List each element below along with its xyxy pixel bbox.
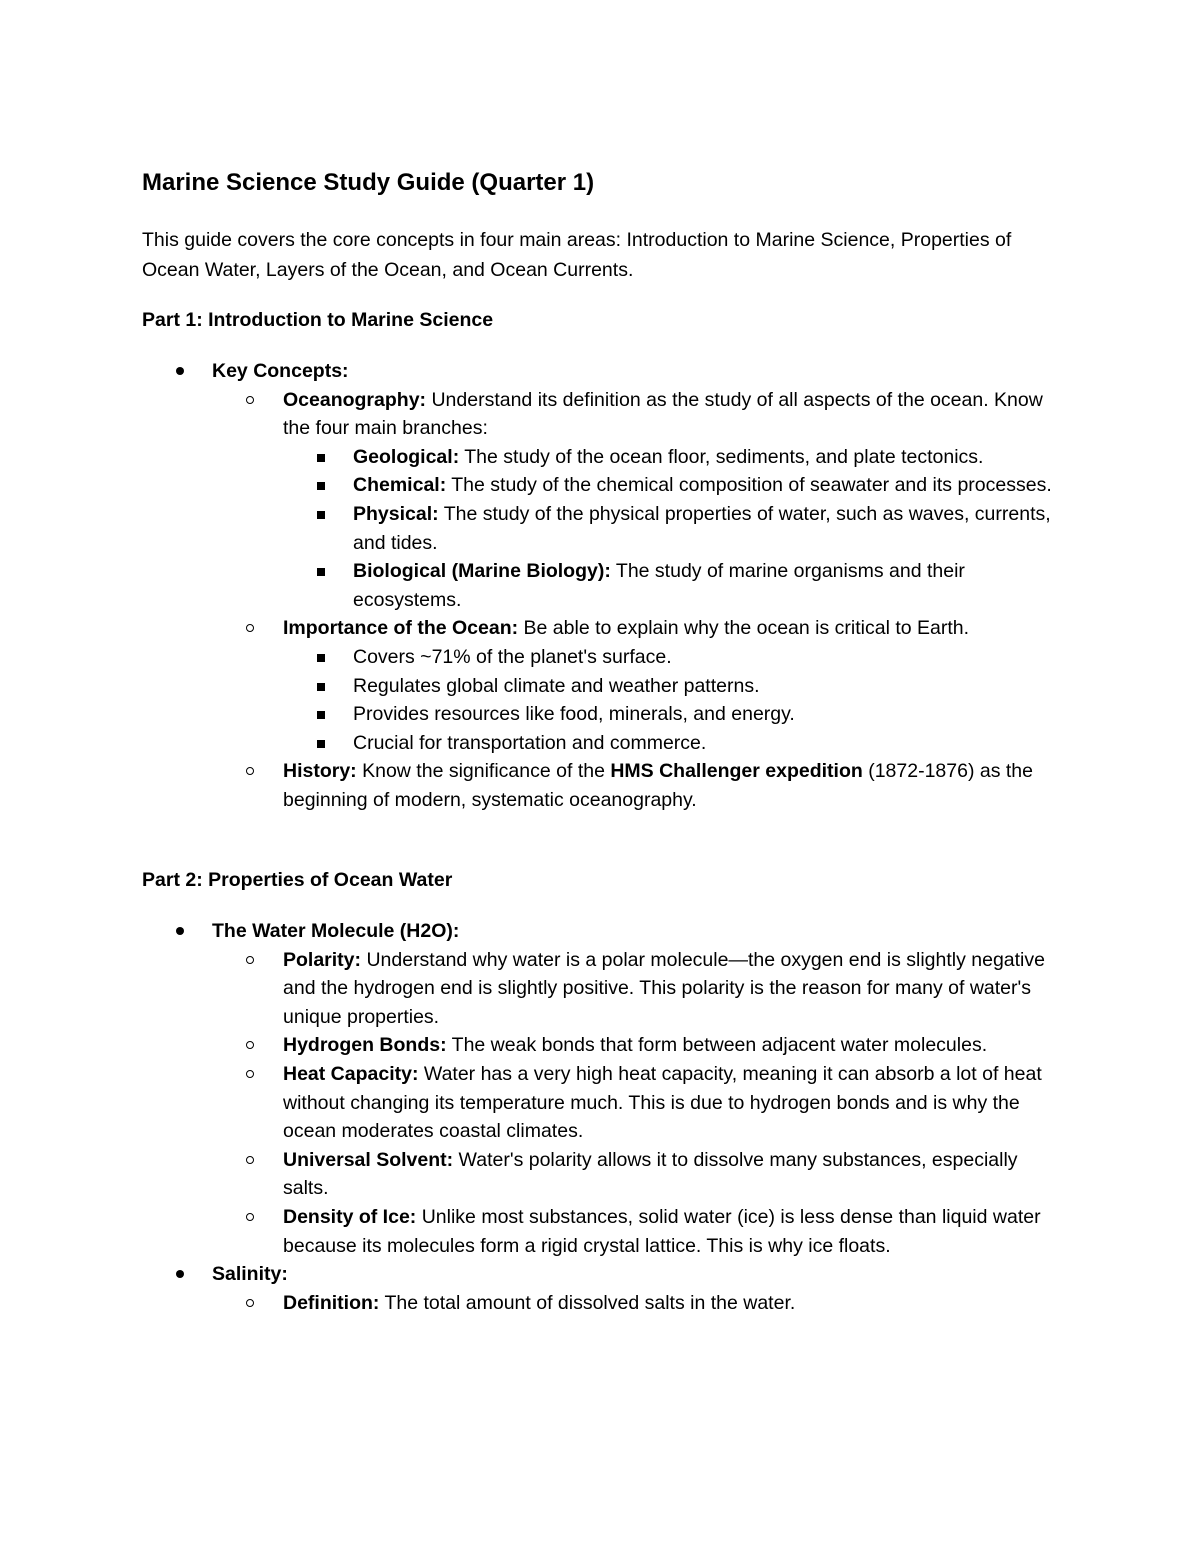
term: Density of Ice: <box>283 1205 417 1228</box>
definition: The total amount of dissolved salts in the water. <box>379 1291 796 1314</box>
list-item <box>0 1031 1053 1060</box>
list-item <box>0 1060 1053 1146</box>
definition: The study of the chemical composition of seawater and its processes. <box>446 474 1052 497</box>
term: Physical: <box>353 502 439 525</box>
list-item <box>0 729 1058 758</box>
part2-list <box>0 917 1200 1317</box>
term: Universal Solvent: <box>283 1148 454 1171</box>
document-title: Marine Science Study Guide (Quarter 1) <box>142 169 595 196</box>
definition: The study of marine organisms and their ecosystems. <box>353 560 965 611</box>
term: Oceanography: <box>283 388 427 411</box>
list-item <box>0 557 1058 614</box>
water-molecule-label: The Water Molecule (H2O): <box>212 920 460 942</box>
term: Biological (Marine Biology): <box>353 560 611 583</box>
term: Geological: <box>353 445 460 468</box>
list-item <box>0 500 1058 557</box>
term: Importance of the Ocean: <box>283 617 519 640</box>
definition: The weak bonds that form between adjacent water molecules. <box>446 1034 988 1057</box>
part1-list <box>0 357 1200 815</box>
list-item <box>0 1289 1053 1318</box>
list-item <box>0 1146 1053 1203</box>
term: History: <box>283 760 357 783</box>
intro-paragraph: This guide covers the core concepts in four main areas: Introduction to Marine Science, Properties of Ocean Water, Layers of the Ocean, and Ocean Currents. <box>142 229 1012 281</box>
list-item <box>0 917 1200 946</box>
term: Hydrogen Bonds: <box>283 1034 447 1057</box>
term: Definition: <box>283 1291 380 1314</box>
definition: Understand why water is a polar molecule—the oxygen end is slightly negative and the hydrogen end is slightly positive. This polarity is the reason for many of water's unique properties. <box>283 948 1045 1028</box>
definition: Be able to explain why the ocean is critical to Earth. <box>518 617 970 640</box>
list-item <box>0 614 1053 643</box>
definition: Water's polarity allows it to dissolve many substances, especially salts. <box>283 1148 1018 1200</box>
list-item <box>0 471 1058 500</box>
part2-heading: Part 2: Properties of Ocean Water <box>142 869 453 891</box>
point-text: Crucial for transportation and commerce. <box>353 731 707 754</box>
definition: The study of the physical properties of water, such as waves, currents, and tides. <box>353 502 1051 554</box>
list-item <box>0 357 1200 386</box>
list-item <box>0 386 1053 443</box>
definition: Water has a very high heat capacity, meaning it can absorb a lot of heat without changing its temperature much. This is due to hydrogen bonds and is why the ocean moderates coastal climates. <box>283 1062 1042 1143</box>
point-text: Covers ~71% of the planet's surface. <box>353 645 672 668</box>
key-concepts-label: Key Concepts: <box>212 360 349 382</box>
definition: Unlike most substances, solid water (ice) is less dense than liquid water because its molecules form a rigid crystal lattice. This is why ice floats. <box>283 1205 1041 1257</box>
list-item <box>0 757 1053 814</box>
list-item <box>0 443 1058 472</box>
term: Polarity: <box>283 948 362 971</box>
salinity-label: Salinity: <box>212 1263 288 1286</box>
highlight-term: HMS Challenger expedition <box>610 760 863 783</box>
term: Heat Capacity: <box>283 1062 419 1085</box>
term: Chemical: <box>353 474 447 497</box>
list-item <box>0 643 1058 672</box>
list-item <box>0 946 1053 1032</box>
list-item <box>0 1203 1053 1260</box>
definition: Know the significance of the <box>356 760 611 783</box>
point-text: Provides resources like food, minerals, and energy. <box>353 703 795 726</box>
definition: Understand its definition as the study of all aspects of the ocean. Know the four main branches: <box>283 388 1043 440</box>
definition: (1872-1876) as the beginning of modern, systematic oceanography. <box>283 760 1033 811</box>
part1-heading: Part 1: Introduction to Marine Science <box>142 309 494 331</box>
list-item <box>0 1260 1200 1289</box>
definition: The study of the ocean floor, sediments, and plate tectonics. <box>459 445 984 468</box>
list-item <box>0 700 1058 729</box>
list-item <box>0 672 1058 701</box>
point-text: Regulates global climate and weather patterns. <box>353 674 760 697</box>
